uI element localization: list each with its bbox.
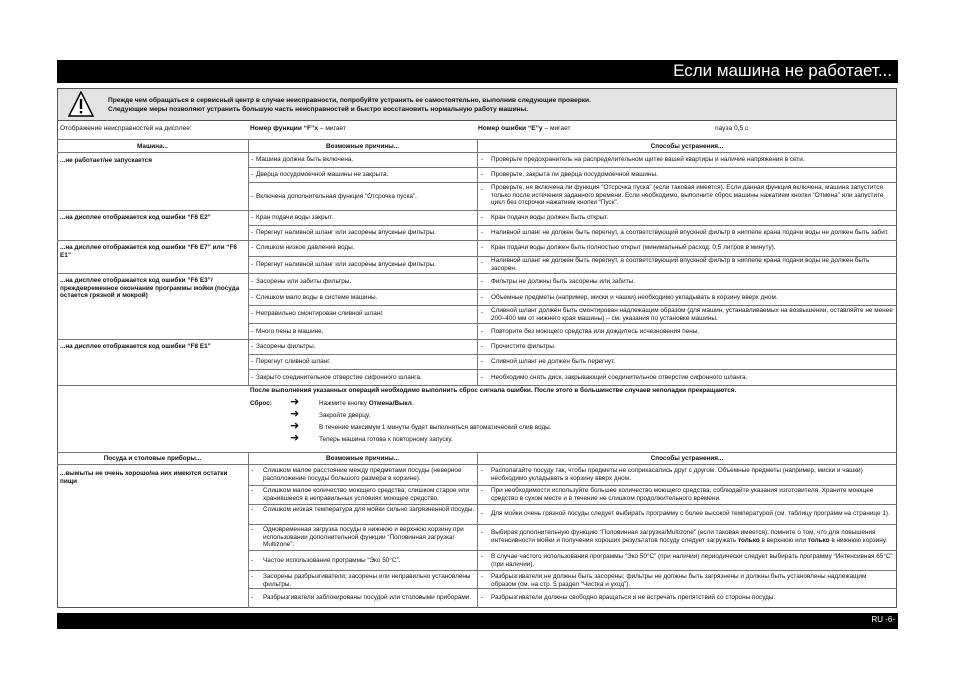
dishes-cause-7: Разбрызгиватели заблокированы посудой или столовыми приборами. (263, 594, 472, 601)
function-number (250, 125, 346, 132)
cause-14: Закрыто соединительное отверстие сифонного шланга. (256, 374, 422, 381)
warning-text (108, 96, 878, 114)
table2-col-divider-1 (248, 452, 249, 608)
remedy-2: Проверьте, закрыта ли дверца посудомоечной машины. (491, 171, 658, 178)
bullet-dash: - (481, 573, 484, 580)
row-divider (248, 225, 897, 226)
bullet-dash: - (251, 594, 254, 601)
warning-line-1: Прежде чем обращаться в сервисный центр в случае неисправности, попробуйте устранить ее самостоятельно, выполнив следующие проверки. (108, 97, 591, 104)
problem-3: ...на дисплее отображается код ошибки “F6 E7” или “F6 E1” (60, 244, 237, 259)
dishes-remedy-4-only-1: только (737, 536, 760, 544)
remedy-10: Сливной шланг должен быть смонтирован надлежащим образом (для машин, устанавливаемых на возвышении, оставляйте не менее 200–400 мм от нижнего края машины) – см. указания по установке машины. (491, 307, 893, 322)
cause-7: Перегнут наливной шланг или засорены впускные фильтры. (256, 261, 436, 268)
bullet-dash: - (251, 573, 254, 580)
bullet-dash: - (251, 156, 254, 163)
row-divider (248, 550, 897, 551)
function-number-rest: – мигает (318, 125, 346, 132)
table2-header-remedies: Способы устранения... (650, 455, 724, 462)
reset-step-2: Закройте дверцу. (319, 412, 371, 419)
bullet-dash: - (481, 278, 484, 285)
dishes-cause-6: Засорены разбрызгиватели; засорены или неправильно установлены фильтры. (263, 573, 471, 588)
warning-box (57, 88, 897, 121)
display-label: Отображение неисправностей на дисплее: (60, 125, 192, 132)
page-number: RU -6- (871, 615, 895, 624)
bullet-dash: - (481, 594, 484, 601)
arrow-icon: ➜ (290, 420, 300, 432)
remedy-4: Кран подачи воды должен быть открыт. (491, 214, 609, 221)
page-title: Если машина не работает... (673, 61, 892, 80)
bullet-dash: - (481, 309, 484, 316)
row-divider (248, 504, 897, 505)
bullet-dash: - (481, 171, 484, 178)
pause-text: пауза 0,5 с (715, 125, 749, 132)
function-number-bold: Номер функции “F”x (250, 125, 319, 132)
remedy-6: Кран подачи воды должен быть полностью открыт (минимальный расход: 0,5 литров в минуту). (491, 244, 776, 251)
bullet-dash: - (481, 214, 484, 221)
table1-header-remedies: Способы устранения... (650, 143, 724, 150)
bullet-dash: - (251, 343, 254, 350)
cause-1: Машина должна быть включена. (256, 156, 354, 163)
error-number-bold: Номер ошибки “E”y (478, 125, 543, 132)
problem-dishes: ...вымыты не очень хорошо/на них имеются остатки пищи (60, 470, 228, 485)
reset-intro: После выполнения указанных операций необходимо выполнить сброс сигнала ошибки. После этого в большинстве случаев неполадки прекращаются. (250, 387, 737, 394)
reset-label: Сброс: (250, 400, 272, 407)
error-number (478, 125, 571, 132)
table2-header-causes: Возможные причины... (325, 455, 400, 462)
group-divider (57, 273, 897, 274)
table1-col-divider-2 (477, 139, 478, 385)
dishes-cause-2: Слишком малое количество моющего средства; слишком старое или хранившееся в неправильных условиях моющее средство. (263, 487, 470, 502)
bullet-dash: - (481, 358, 484, 365)
dishes-remedy-2: При необходимости используйте большее количество моющего средства, соблюдайте указания изготовителя. Храните моющее средство в сухом месте и в течение не слишком продолжительного времени. (491, 487, 874, 502)
reset-step-1-text: Нажмите кнопку (319, 400, 369, 407)
cause-5: Перегнут наливной шланг или засорены впускные фильтры. (256, 229, 436, 236)
row-divider (248, 369, 897, 370)
bullet-dash: - (481, 374, 484, 381)
remedy-3: Проверьте, не включена ли функция “Отсрочка пуска” (если таковая имеется). Если данная функция включена, машина запустится только после истечения заданного времени. Если необходимо, выполните сброс машины нажатием кнопки “Отмена” или запустите цикл без отсрочки нажатием кнопки “Пуск”. (491, 184, 884, 207)
warning-icon (68, 91, 94, 117)
footer-bar (57, 613, 898, 629)
cause-6: Слишком низкое давление воды. (256, 244, 355, 251)
cause-8: Засорены или забиты фильтры. (256, 278, 352, 285)
bullet-dash: - (251, 526, 254, 533)
bullet-dash: - (251, 310, 254, 317)
cause-3: Включена дополнительная функция “Отсрочка пуска”. (256, 193, 417, 200)
bullet-dash: - (481, 467, 484, 474)
bullet-dash: - (251, 506, 254, 513)
dishes-remedy-4-end: в нижнюю корзину. (829, 536, 888, 544)
row-divider (248, 524, 897, 525)
bullet-dash: - (251, 467, 254, 474)
reset-step-1-end: . (411, 400, 414, 407)
arrow-icon: ➜ (290, 408, 300, 420)
bullet-dash: - (251, 328, 254, 335)
bullet-dash: - (481, 186, 484, 193)
warning-line-2: Следующие меры позволяют устранить большую часть неисправностей и быстро восстановить нормальную работу машины. (108, 106, 529, 113)
dishes-remedy-1: Располагайте посуду так, чтобы предметы не соприкасались друг с другом. Объемные предметы (например, миски и чашки) необходимо укладывать в корзину вверх дном. (491, 467, 863, 482)
bullet-dash: - (481, 229, 484, 236)
bullet-dash: - (251, 171, 254, 178)
table2-col-divider-2 (477, 452, 478, 608)
reset-step-3: В течение максимум 1 минуты будет выполняться автоматический слив воды. (319, 424, 552, 431)
remedy-5: Наливной шланг не должен быть перегнут, а соответствующий впускной фильтр в ниппеле крана подачи воды не должен быть забит. (491, 229, 889, 236)
cause-12: Засорены фильтры. (256, 343, 316, 350)
table1-bottom-border (57, 385, 897, 386)
bullet-dash: - (481, 244, 484, 251)
remedy-8: Фильтры не должны быть засорены или забиты. (491, 278, 635, 285)
dishes-remedy-5: В случае частого использования программы “Эко 50°С” (при наличии) периодически следует выбирать программу “Интенсивная 65°С” (при наличии). (491, 553, 893, 568)
bullet-dash: - (251, 244, 254, 251)
bullet-dash: - (481, 294, 484, 301)
cause-4: Кран подачи воды закрыт. (256, 214, 334, 221)
table1-col-divider-1 (248, 139, 249, 385)
cause-11: Много пены в машине. (256, 328, 324, 335)
dishes-remedy-4 (491, 529, 895, 544)
bullet-dash: - (481, 343, 484, 350)
bullet-dash: - (481, 529, 484, 536)
dishes-cause-1: Слишком малое расстояние между предметами посуды (неверное расположение посуды большого размера в корзине). (263, 467, 462, 482)
table2-header-dishes: Посуда и столовые приборы... (103, 455, 202, 462)
row-divider (248, 485, 897, 486)
bullet-dash: - (251, 487, 254, 494)
dishes-remedy-4-only-2: только (807, 536, 830, 544)
error-number-rest: – мигает (542, 125, 571, 132)
group-divider (57, 210, 897, 211)
bullet-dash: - (251, 557, 254, 564)
bullet-dash: - (481, 487, 484, 494)
bullet-dash: - (251, 278, 254, 285)
row-divider (248, 182, 897, 183)
group-divider (57, 240, 897, 241)
bullet-dash: - (251, 261, 254, 268)
cancel-off-label: Отмена/Выкл (368, 400, 412, 407)
dishes-remedy-4-mid: в верхнюю или (759, 536, 808, 544)
bullet-dash: - (251, 193, 254, 200)
remedy-1: Проверьте предохранитель на распределительном щитке вашей квартиры и наличие напряжения в сети. (491, 156, 805, 163)
remedy-11: Повторите без моющего средства или дождитесь исчезновения пены. (491, 328, 700, 335)
group-divider (57, 339, 897, 340)
header-bar (57, 60, 898, 83)
cause-10: Неправильно смонтирован сливной шланг. (256, 310, 384, 317)
remedy-12: Прочистите фильтры. (491, 343, 556, 350)
reset-step-1 (319, 400, 414, 408)
problem-4: ...на дисплее отображается код ошибки “F6 E3”/ преждевременное окончание программы мойки (посуда остается грязной и мокрой) (60, 277, 240, 300)
reset-step-4: Теперь машина готова к повторному запуску. (319, 436, 453, 443)
cause-13: Перегнут сливной шланг. (256, 358, 331, 365)
dishes-remedy-6: Разбрызгиватели не должны быть засорены; фильтры не должны быть загрязнены и должны быть установлены надлежащим образом (см. на стр. 5 раздел “Чистка и уход”). (491, 573, 867, 588)
bullet-dash: - (251, 229, 254, 236)
remedy-7: Наливной шланг не должен быть перегнут, а соответствующий впускной фильтр в ниппеле крана подачи воды не должен быть засорен. (491, 257, 870, 272)
dishes-remedy-7: Разбрызгиватели должны свободно вращаться и не встречать препятствий со стороны посуды. (491, 594, 776, 601)
arrow-icon: ➜ (290, 396, 300, 408)
bullet-dash: - (481, 510, 484, 517)
remedy-14: Необходимо снять диск, закрывающий соединительное отверстие сифонного шланга. (491, 374, 748, 381)
remedy-9: Объемные предметы (например, миски и чашки) необходимо укладывать в корзину вверх дном. (491, 294, 778, 301)
bullet-dash: - (251, 358, 254, 365)
cause-9: Слишком мало воды в системе машины. (256, 294, 378, 301)
row-divider (248, 354, 897, 355)
problem-5: ...на дисплее отображается код ошибки “F8 E1” (60, 343, 211, 350)
row-divider (248, 323, 897, 324)
table1-header-machine: Машина... (137, 143, 168, 150)
row-divider (248, 570, 897, 571)
dishes-cause-4: Одновременная загрузка посуды в нижнюю и верхнюю корзину при использовании дополнительной функции “Половинная загрузка/ Multizone”. (263, 526, 464, 549)
dishes-cause-3: Слишком низкая температура для мойки сильно загрязненной посуды. (263, 506, 475, 513)
row-divider (248, 289, 897, 290)
row-divider (248, 305, 897, 306)
bullet-dash: - (481, 553, 484, 560)
dishes-remedy-3: Для мойки очень грязной посуды следует выбирать программу с более высокой температурой (см. таблицу программ на странице 1). (491, 510, 890, 517)
arrow-icon: ➜ (290, 432, 300, 444)
bullet-dash: - (481, 259, 484, 266)
problem-1: ...не работает/не запускается (60, 157, 152, 164)
bullet-dash: - (251, 374, 254, 381)
dishes-remedy-4-text: Выбирая дополнительную функцию “Половинная загрузка/Multizone” (если таковая имеется), помните о том, что для повышения интенсивности мойки и получения хороших результатов посуду следует загружать (491, 529, 876, 544)
bullet-dash: - (251, 294, 254, 301)
dishes-cause-5: Частое использование программы “Эко 50°С”. (263, 557, 401, 564)
remedy-13: Сливной шланг не должен быть перегнут. (491, 358, 616, 365)
table1-header-causes: Возможные причины... (325, 143, 400, 150)
problem-2: ...на дисплее отображается код ошибки “F6 E2” (60, 214, 211, 221)
bullet-dash: - (251, 214, 254, 221)
bullet-dash: - (481, 156, 484, 163)
cause-2: Дверца посудомоечной машины не закрыта. (256, 171, 389, 178)
bullet-dash: - (481, 328, 484, 335)
row-divider (248, 167, 897, 168)
